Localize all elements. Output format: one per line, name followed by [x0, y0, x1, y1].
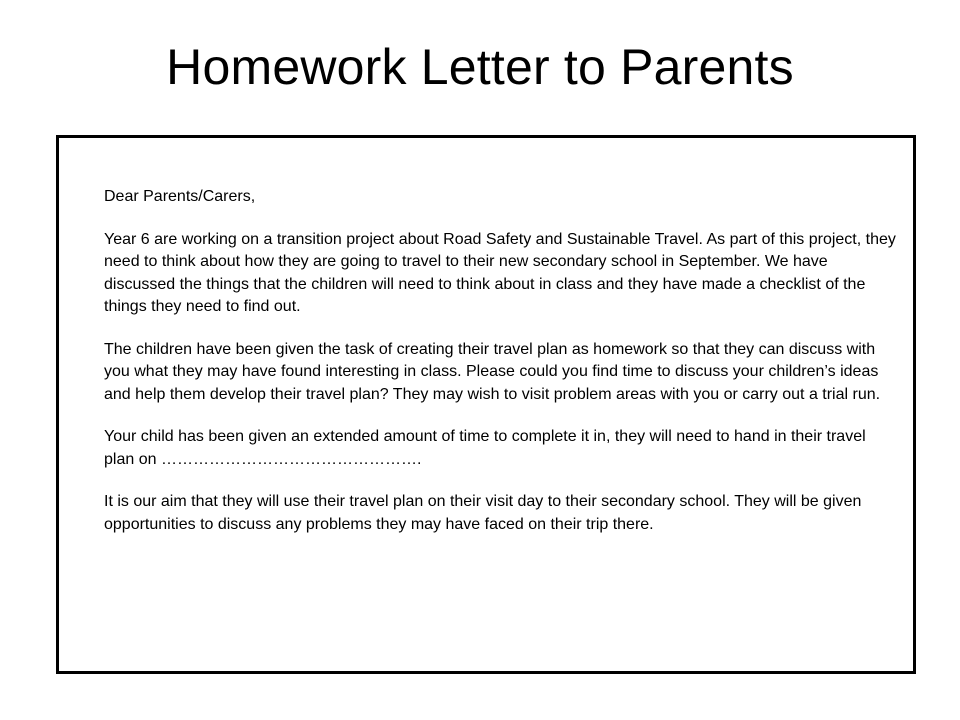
letter-body — [104, 186, 899, 556]
letter-paragraph-project: Year 6 are working on a transition project about Road Safety and Sustainable Travel. As part of this project, they need to think about how they are going to travel to their new secondary school in September. We have discussed the things that the children will need to think about in class and they have made a checklist of the things they need to find out. — [104, 230, 896, 315]
letter-salutation: Dear Parents/Carers, — [104, 188, 256, 205]
letter-paragraph-homework: The children have been given the task of creating their travel plan as homework so that they can discuss with you what they may have found interesting in class. Please could you find time to discuss your children’s ideas and help them develop their travel plan? They may wish to visit problem areas with you or carry out a trial run. — [104, 340, 881, 403]
letter-paragraph-visit-day: It is our aim that they will use their travel plan on their visit day to their secondary school. They will be given opportunities to discuss any problems they may have faced on their trip there. — [104, 493, 862, 533]
slide-title: Homework Letter to Parents — [166, 39, 794, 95]
letter-box — [56, 135, 916, 674]
letter-paragraph-deadline: Your child has been given an extended amount of time to complete it in, they will need to hand in their travel plan on …………………………………………. — [104, 428, 866, 468]
